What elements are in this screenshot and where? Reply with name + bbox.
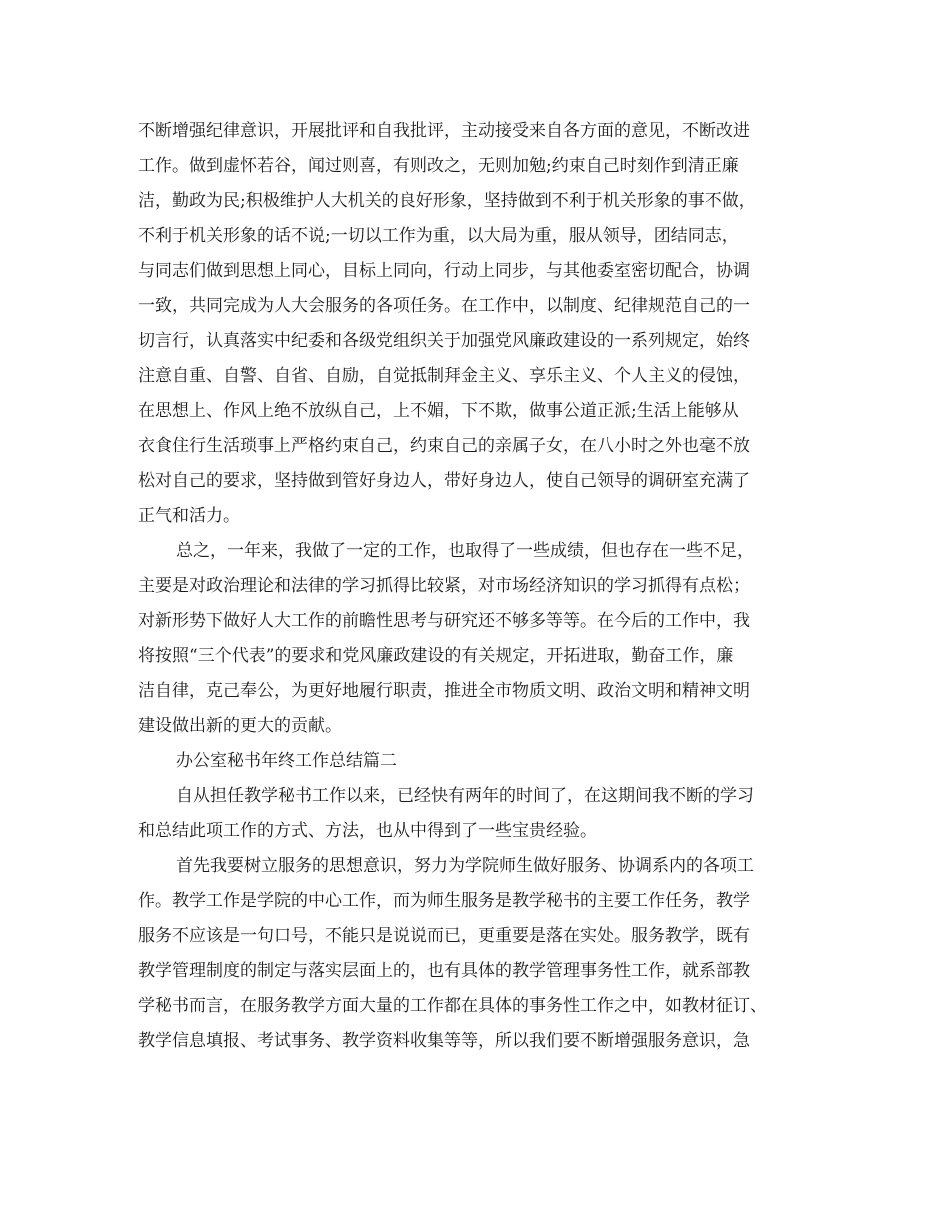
body-text-line: 服务不应该是一句口号，不能只是说说而已，更重要是落在实处。服务教学，既有 <box>138 926 750 946</box>
body-text-line: 洁自律，克己奉公，为更好地履行职责，推进全市物质文明、政治文明和精神文明 <box>138 681 750 701</box>
body-text-line: 不断增强纪律意识，开展批评和自我批评，主动接受来自各方面的意见，不断改进 <box>138 121 750 141</box>
body-text-line: 正气和活力。 <box>138 506 240 526</box>
body-text-line: 建设做出新的更大的贡献。 <box>138 716 342 736</box>
body-text-line: 衣食住行生活琐事上严格约束自己，约束自己的亲属子女，在八小时之外也毫不放 <box>138 436 750 456</box>
body-text-line: 注意自重、自警、自省、自励，自觉抵制拜金主义、享乐主义、个人主义的侵蚀， <box>138 366 750 386</box>
body-text-line: 一致，共同完成为人大会服务的各项任务。在工作中，以制度、纪律规范自己的一 <box>138 296 750 316</box>
body-text-line: 将按照“三个代表”的要求和党风廉政建设的有关规定，开拓进取，勤奋工作，廉 <box>138 646 734 666</box>
body-text-line: 与同志们做到思想上同心，目标上同向，行动上同步，与其他委室密切配合，协调 <box>138 261 750 281</box>
paragraph-first-line: 自从担任教学秘书工作以来，已经快有两年的时间了，在这期间我不断的学习 <box>176 786 754 806</box>
body-text-line: 不利于机关形象的话不说;一切以工作为重，以大局为重，服从领导，团结同志， <box>138 226 739 246</box>
body-text-line: 切言行，认真落实中纪委和各级党组织关于加强党风廉政建设的一系列规定，始终 <box>138 331 750 351</box>
body-text-line: 主要是对政治理论和法律的学习抓得比较紧，对市场经济知识的学习抓得有点松； <box>138 576 750 596</box>
paragraph-first-line: 首先我要树立服务的思想意识，努力为学院师生做好服务、协调系内的各项工 <box>176 856 754 876</box>
body-text-line: 洁，勤政为民;积极维护人大机关的良好形象，坚持做到不利于机关形象的事不做， <box>138 191 756 211</box>
body-text-line: 教学管理制度的制定与落实层面上的，也有具体的教学管理事务性工作，就系部教 <box>138 961 750 981</box>
body-text-line: 松对自己的要求，坚持做到管好身边人，带好身边人，使自己领导的调研室充满了 <box>138 471 750 491</box>
body-text-line: 学秘书而言，在服务教学方面大量的工作都在具体的事务性工作之中，如教材征订、 <box>138 996 767 1016</box>
body-text-line: 教学信息填报、考试事务、教学资料收集等等，所以我们要不断增强服务意识，急 <box>138 1031 750 1051</box>
paragraph-first-line: 总之，一年来，我做了一定的工作，也取得了一些成绩，但也存在一些不足， <box>176 541 754 561</box>
body-text-line: 工作。做到虚怀若谷，闻过则喜，有则改之，无则加勉;约束自己时刻作到清正廉 <box>138 156 739 176</box>
body-text-line: 对新形势下做好人大工作的前瞻性思考与研究还不够多等等。在今后的工作中，我 <box>138 611 750 631</box>
body-text-line: 在思想上、作风上绝不放纵自己，上不媚，下不欺，做事公道正派;生活上能够从 <box>138 401 739 421</box>
section-heading: 办公室秘书年终工作总结篇二 <box>176 751 397 771</box>
body-text-line: 作。教学工作是学院的中心工作，而为师生服务是教学秘书的主要工作任务，教学 <box>138 891 750 911</box>
body-text-line: 和总结此项工作的方式、方法，也从中得到了一些宝贵经验。 <box>138 821 597 841</box>
